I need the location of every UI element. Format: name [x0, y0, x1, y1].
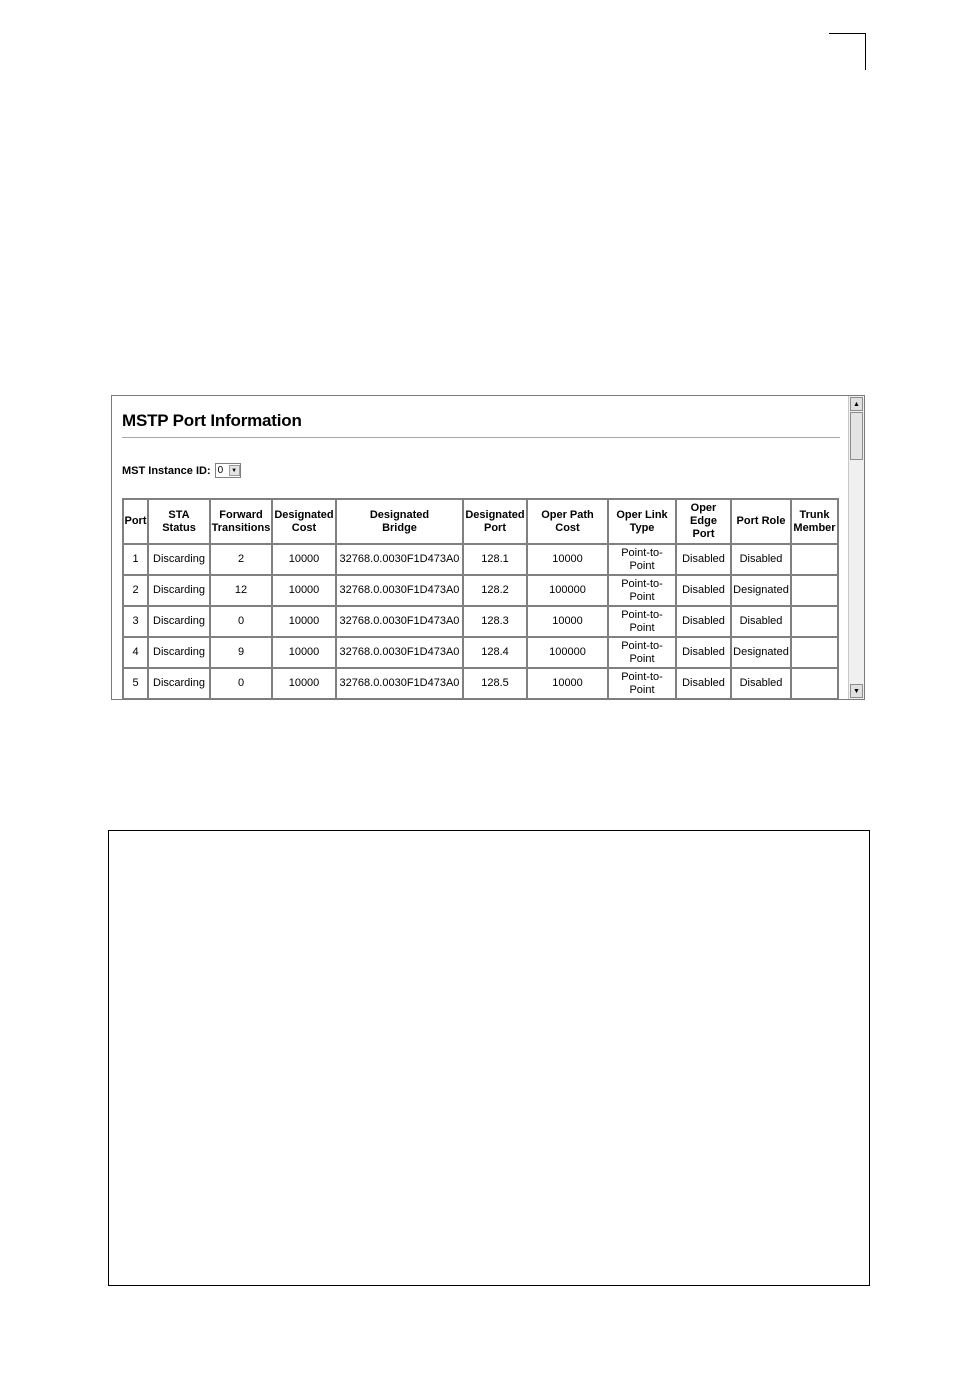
- column-header-text: Designated Bridge: [369, 508, 430, 534]
- mst-instance-label: MST Instance ID:: [122, 464, 211, 477]
- title-divider: [122, 437, 840, 438]
- table-row: [123, 668, 838, 699]
- oper-link-type-text: Point-to-Point: [621, 577, 663, 603]
- oper-edge-port-cell: Disabled: [676, 637, 731, 668]
- designated-bridge-cell: 32768.0.0030F1D473A0: [336, 575, 463, 606]
- arrow-down-icon[interactable]: ▼: [850, 684, 863, 698]
- page-corner-mark: [865, 33, 866, 70]
- oper-path-cost-cell: 10000: [527, 668, 608, 699]
- table-row: [123, 575, 838, 606]
- sta-status-cell: Discarding: [148, 668, 210, 699]
- column-header: [791, 499, 838, 544]
- designated-cost-cell: 10000: [272, 668, 336, 699]
- table-header-row: [123, 499, 838, 544]
- column-header: Port: [123, 499, 148, 544]
- port-cell: 2: [123, 575, 148, 606]
- oper-link-type-text: Point-to-Point: [621, 670, 663, 696]
- port-role-cell: Disabled: [731, 606, 791, 637]
- designated-cost-cell: 10000: [272, 544, 336, 575]
- designated-cost-cell: 10000: [272, 575, 336, 606]
- designated-bridge-cell: 32768.0.0030F1D473A0: [336, 637, 463, 668]
- designated-port-cell: 128.3: [463, 606, 527, 637]
- empty-figure-frame: [108, 830, 870, 1286]
- column-header-text: Oper Path Cost: [541, 508, 594, 534]
- oper-path-cost-cell: 100000: [527, 637, 608, 668]
- column-header: [527, 499, 608, 544]
- designated-cost-cell: 10000: [272, 637, 336, 668]
- column-header: [272, 499, 336, 544]
- oper-link-type-text: Point-to-Point: [621, 639, 663, 665]
- column-header-text: Designated Port: [465, 508, 525, 534]
- forward-transitions-cell: 0: [210, 668, 272, 699]
- column-header: [148, 499, 210, 544]
- sta-status-cell: Discarding: [148, 606, 210, 637]
- column-header: [210, 499, 272, 544]
- port-role-cell: Designated: [731, 637, 791, 668]
- sta-status-cell: Discarding: [148, 637, 210, 668]
- column-header: [463, 499, 527, 544]
- mst-instance-value: 0: [217, 465, 224, 476]
- oper-edge-port-cell: Disabled: [676, 544, 731, 575]
- designated-port-cell: 128.2: [463, 575, 527, 606]
- table-row: [123, 544, 838, 575]
- table-row: [123, 606, 838, 637]
- designated-bridge-cell: 32768.0.0030F1D473A0: [336, 544, 463, 575]
- column-header-text: Forward Transitions: [211, 508, 271, 534]
- port-cell: 1: [123, 544, 148, 575]
- page-corner-mark: [829, 33, 866, 34]
- port-cell: 4: [123, 637, 148, 668]
- oper-path-cost-cell: 10000: [527, 606, 608, 637]
- chevron-down-icon[interactable]: ▼: [229, 465, 240, 476]
- oper-link-type-cell: [608, 606, 676, 637]
- port-role-cell: Designated: [731, 575, 791, 606]
- trunk-member-cell: [791, 575, 838, 606]
- table-row: [123, 637, 838, 668]
- trunk-member-cell: [791, 668, 838, 699]
- sta-status-cell: Discarding: [148, 544, 210, 575]
- column-header-text: Designated Cost: [274, 508, 334, 534]
- port-information-table: [122, 498, 839, 699]
- oper-edge-port-cell: Disabled: [676, 668, 731, 699]
- forward-transitions-cell: 2: [210, 544, 272, 575]
- scrollbar-thumb[interactable]: [850, 412, 863, 460]
- port-cell: 5: [123, 668, 148, 699]
- designated-port-cell: 128.4: [463, 637, 527, 668]
- column-header-text: Oper Link Type: [616, 508, 668, 534]
- column-header-text: Oper Edge Port: [690, 502, 717, 540]
- designated-bridge-cell: 32768.0.0030F1D473A0: [336, 668, 463, 699]
- designated-cost-cell: 10000: [272, 606, 336, 637]
- oper-edge-port-cell: Disabled: [676, 606, 731, 637]
- designated-port-cell: 128.5: [463, 668, 527, 699]
- oper-link-type-text: Point-to-Point: [621, 608, 663, 634]
- column-header: [336, 499, 463, 544]
- page-title: MSTP Port Information: [122, 411, 302, 430]
- oper-link-type-cell: [608, 544, 676, 575]
- oper-link-type-cell: [608, 575, 676, 606]
- column-header: [676, 499, 731, 544]
- vertical-scrollbar[interactable]: [848, 396, 864, 699]
- oper-path-cost-cell: 10000: [527, 544, 608, 575]
- column-header-text: STA Status: [162, 508, 196, 534]
- trunk-member-cell: [791, 544, 838, 575]
- oper-link-type-text: Point-to-Point: [621, 546, 663, 572]
- forward-transitions-cell: 12: [210, 575, 272, 606]
- column-header: [608, 499, 676, 544]
- column-header: Port Role: [731, 499, 791, 544]
- sta-status-cell: Discarding: [148, 575, 210, 606]
- oper-edge-port-cell: Disabled: [676, 575, 731, 606]
- oper-path-cost-cell: 100000: [527, 575, 608, 606]
- mst-instance-select[interactable]: [215, 463, 241, 478]
- designated-port-cell: 128.1: [463, 544, 527, 575]
- column-header-text: Trunk Member: [793, 508, 836, 534]
- port-role-cell: Disabled: [731, 668, 791, 699]
- window-content: [112, 396, 848, 699]
- oper-link-type-cell: [608, 637, 676, 668]
- mstp-port-information-window: [111, 395, 865, 700]
- oper-link-type-cell: [608, 668, 676, 699]
- trunk-member-cell: [791, 606, 838, 637]
- designated-bridge-cell: 32768.0.0030F1D473A0: [336, 606, 463, 637]
- port-cell: 3: [123, 606, 148, 637]
- forward-transitions-cell: 9: [210, 637, 272, 668]
- arrow-up-icon[interactable]: ▲: [850, 397, 863, 411]
- trunk-member-cell: [791, 637, 838, 668]
- forward-transitions-cell: 0: [210, 606, 272, 637]
- port-role-cell: Disabled: [731, 544, 791, 575]
- mst-instance-row: [122, 463, 241, 478]
